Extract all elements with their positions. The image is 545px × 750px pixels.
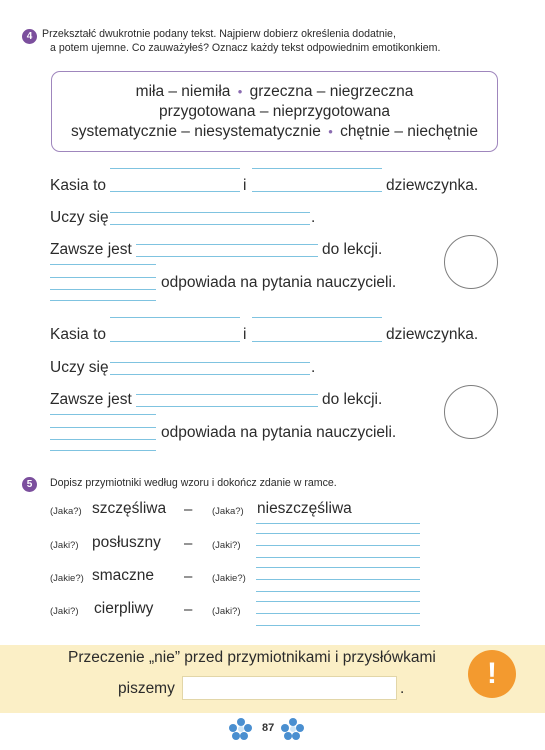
dash: – xyxy=(184,601,193,618)
exclamation-icon: ! xyxy=(468,650,516,698)
writing-line[interactable] xyxy=(136,394,318,395)
writing-line[interactable] xyxy=(252,341,382,342)
page-number: 87 xyxy=(262,722,275,734)
word-pair-mila: miła – niemiła xyxy=(135,82,231,100)
writing-line[interactable] xyxy=(256,545,420,546)
sentence-uczy-sie: Uczy się xyxy=(50,209,109,226)
writing-line[interactable] xyxy=(50,300,156,301)
writing-line[interactable] xyxy=(256,567,420,568)
question-right: (Jakie?) xyxy=(212,573,246,584)
writing-line[interactable] xyxy=(136,256,318,257)
dash: – xyxy=(184,568,193,585)
writing-line[interactable] xyxy=(50,439,156,440)
dash: – xyxy=(184,501,193,518)
adjective-positive: cierpliwy xyxy=(94,600,154,617)
writing-line[interactable] xyxy=(110,168,240,169)
word-bank-row-2 xyxy=(159,102,390,122)
sentence-kasia-to: Kasia to xyxy=(50,326,107,343)
writing-line[interactable] xyxy=(256,601,420,602)
sentence-kasia-to: Kasia to xyxy=(50,177,107,194)
writing-line[interactable] xyxy=(252,317,382,318)
sentence-dziewczynka: dziewczynka. xyxy=(386,326,479,343)
writing-line[interactable] xyxy=(110,224,310,225)
adjective-positive: smaczne xyxy=(92,567,155,584)
sentence-do-lekcji: do lekcji. xyxy=(322,241,383,258)
writing-line[interactable] xyxy=(136,406,318,407)
emoticon-circle-1[interactable] xyxy=(444,235,498,289)
adjective-positive: posłuszny xyxy=(92,534,161,551)
writing-line[interactable] xyxy=(256,579,420,580)
separator-dot: • xyxy=(328,123,333,139)
word-pair-systematycznie: systematycznie – niesystematycznie xyxy=(71,122,321,140)
rule-line-1: Przeczenie „nie” przed przymiotnikami i przysłówkami xyxy=(68,649,436,666)
question-right: (Jaki?) xyxy=(212,540,241,551)
word-bank-row-3 xyxy=(71,122,478,142)
conjunction-i: i xyxy=(243,326,247,343)
writing-line[interactable] xyxy=(256,557,420,558)
rule-line-2: piszemy xyxy=(118,680,175,697)
sentence-zawsze-jest: Zawsze jest xyxy=(50,391,132,408)
writing-line[interactable] xyxy=(136,244,318,245)
dash: – xyxy=(184,535,193,552)
sentence-odpowiada: odpowiada na pytania nauczycieli. xyxy=(161,274,397,291)
writing-line[interactable] xyxy=(252,168,382,169)
adjective-positive: szczęśliwa xyxy=(92,500,167,517)
rule-period: . xyxy=(400,680,405,697)
writing-line[interactable] xyxy=(50,427,156,428)
task-5-instruction: Dopisz przymiotniki według wzoru i dokończ zdanie w ramce. xyxy=(50,477,337,489)
writing-line[interactable] xyxy=(256,523,420,524)
task-4-instruction-line-2: a potem ujemne. Co zauważyłeś? Oznacz każdy tekst odpowiednim emotikonkiem. xyxy=(50,42,441,54)
writing-line[interactable] xyxy=(252,191,382,192)
word-pair-przygotowana: przygotowana – nieprzygotowana xyxy=(159,102,390,120)
writing-line[interactable] xyxy=(50,450,156,451)
writing-line[interactable] xyxy=(110,341,240,342)
period: . xyxy=(311,359,316,376)
question-right: (Jaki?) xyxy=(212,606,241,617)
sentence-uczy-sie: Uczy się xyxy=(50,359,109,376)
writing-line[interactable] xyxy=(110,191,240,192)
writing-line[interactable] xyxy=(256,613,420,614)
flower-icon xyxy=(228,716,254,742)
adjective-negative-example: nieszczęśliwa xyxy=(257,500,352,517)
question-right: (Jaka?) xyxy=(212,506,244,517)
task-4-number-badge: 4 xyxy=(22,29,37,44)
question-left: (Jaki?) xyxy=(50,606,79,617)
task-4-instruction-line-1: Przekształć dwukrotnie podany tekst. Najpierw dobierz określenia dodatnie, xyxy=(42,28,396,40)
writing-line[interactable] xyxy=(50,277,156,278)
period: . xyxy=(311,209,316,226)
task-5-number-badge: 5 xyxy=(22,477,37,492)
writing-line[interactable] xyxy=(50,264,156,265)
writing-line[interactable] xyxy=(110,212,310,213)
rule-answer-box[interactable] xyxy=(182,676,397,700)
writing-line[interactable] xyxy=(256,533,420,534)
flower-icon xyxy=(280,716,306,742)
word-pair-grzeczna: grzeczna – niegrzeczna xyxy=(249,82,414,100)
sentence-do-lekcji: do lekcji. xyxy=(322,391,383,408)
sentence-zawsze-jest: Zawsze jest xyxy=(50,241,132,258)
conjunction-i: i xyxy=(243,177,247,194)
question-left: (Jaka?) xyxy=(50,506,82,517)
question-left: (Jakie?) xyxy=(50,573,84,584)
writing-line[interactable] xyxy=(110,362,310,363)
writing-line[interactable] xyxy=(50,289,156,290)
question-left: (Jaki?) xyxy=(50,540,79,551)
writing-line[interactable] xyxy=(50,414,156,415)
writing-line[interactable] xyxy=(110,317,240,318)
word-pair-chetnie: chętnie – niechętnie xyxy=(340,122,478,140)
writing-line[interactable] xyxy=(110,374,310,375)
word-bank-box xyxy=(51,71,498,152)
writing-line[interactable] xyxy=(256,591,420,592)
sentence-odpowiada: odpowiada na pytania nauczycieli. xyxy=(161,424,397,441)
emoticon-circle-2[interactable] xyxy=(444,385,498,439)
sentence-dziewczynka: dziewczynka. xyxy=(386,177,479,194)
writing-line[interactable] xyxy=(256,625,420,626)
word-bank-row-1 xyxy=(136,82,414,102)
separator-dot: • xyxy=(237,83,243,99)
